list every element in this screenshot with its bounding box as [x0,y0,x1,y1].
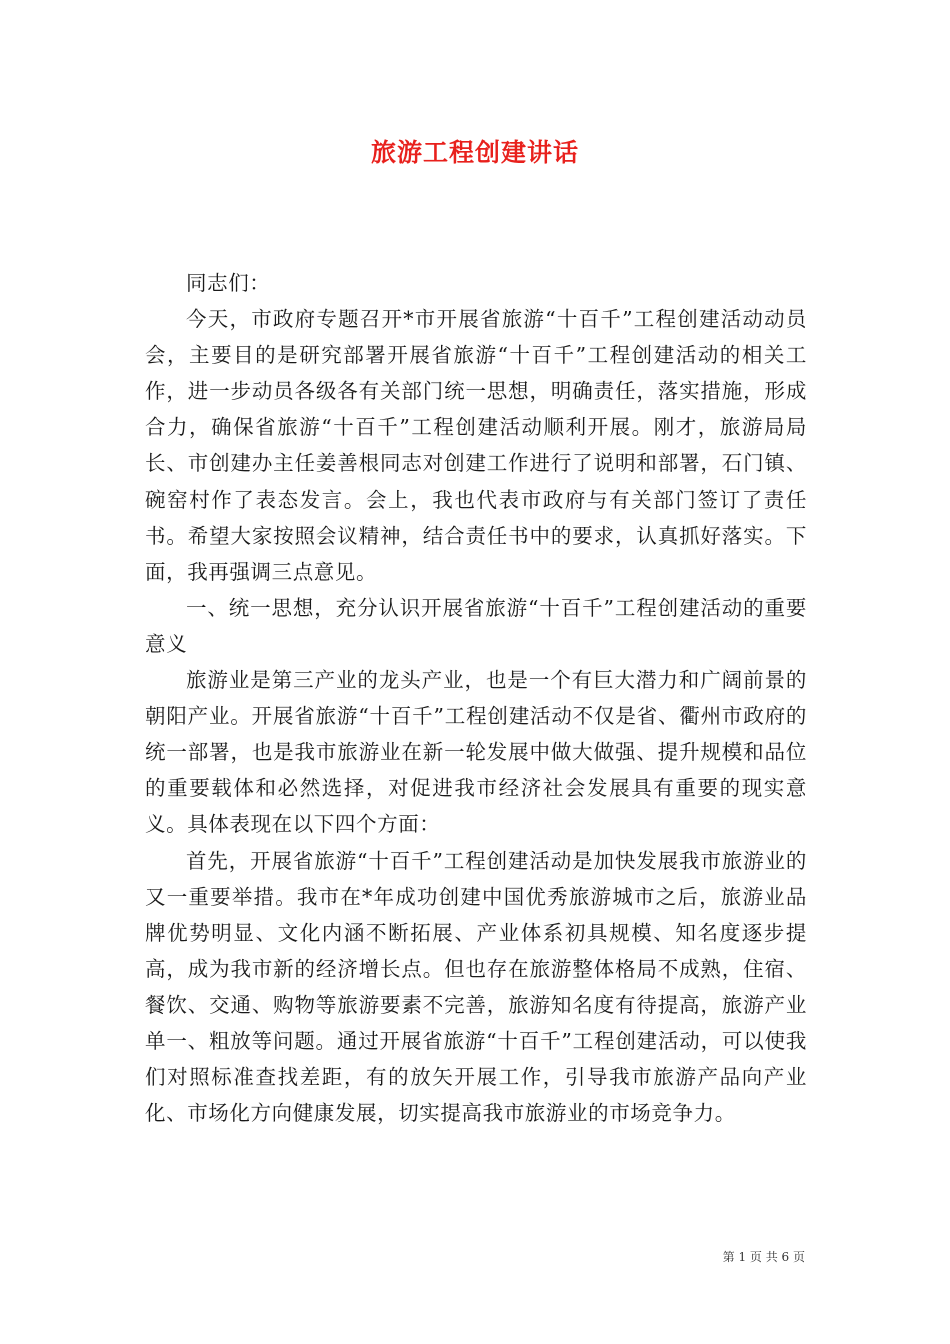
document-title: 旅游工程创建讲话 [370,138,579,167]
salutation-paragraph: 同志们： [186,271,271,295]
body-paragraph: 首先，开展省旅游“十百千”工程创建活动是加快发展我市旅游业的又一重要举措。我市在*年成功创建中国优秀旅游城市之后，旅游业品牌优势明显、文化内涵不断拓展、产业体系初具规模、知名度逐步提高，成为我市新的经济增长点。但也存在旅游整体格局不成熟，住宿、餐饮、交通、购物等旅游要素不完善，旅游知名度有待提高，旅游产业单一、粗放等问题。通过开展省旅游“十百千”工程创建活动，可以使我们对照标准查找差距，有的放矢开展工作，引导我市旅游产品向产业化、市场化方向健康发展，切实提高我市旅游业的市场竞争力。 [145,848,807,1126]
document-body [145,265,807,1131]
section-heading-1: 一、统一思想，充分认识开展省旅游“十百千”工程创建活动的重要意义 [145,595,807,656]
intro-paragraph: 今天，市政府专题召开*市开展省旅游“十百千”工程创建活动动员会，主要目的是研究部署开展省旅游“十百千”工程创建活动的相关工作，进一步动员各级各有关部门统一思想，明确责任，落实措施，形成合力，确保省旅游“十百千”工程创建活动顺利开展。刚才，旅游局局长、市创建办主任姜善根同志对创建工作进行了说明和部署，石门镇、碗窑村作了表态发言。会上，我也代表市政府与有关部门签订了责任书。希望大家按照会议精神，结合责任书中的要求，认真抓好落实。下面，我再强调三点意见。 [145,307,807,584]
page-number: 第 1 页 共 6 页 [722,1250,805,1264]
body-paragraph: 旅游业是第三产业的龙头产业，也是一个有巨大潜力和广阔前景的朝阳产业。开展省旅游“十百千”工程创建活动不仅是省、衢州市政府的统一部署，也是我市旅游业在新一轮发展中做大做强、提升规模和品位的重要载体和必然选择，对促进我市经济社会发展具有重要的现实意义。具体表现在以下四个方面： [145,668,807,837]
